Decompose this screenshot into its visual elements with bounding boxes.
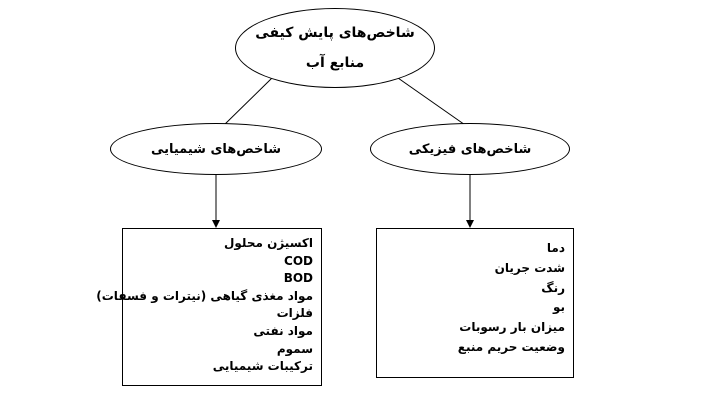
list-item: اکسیژن محلول <box>224 236 313 250</box>
root-node <box>235 8 435 88</box>
list-item: میزان بار رسوبات <box>459 320 565 335</box>
chemical-indicators-list <box>96 235 313 376</box>
list-item: رنگ <box>541 280 565 295</box>
list-item: فلزات <box>276 306 313 321</box>
root-title-line2: منابع آب <box>305 55 365 71</box>
physical-indicators-list <box>381 239 565 358</box>
list-item: ترکیبات شیمیایی <box>212 359 313 374</box>
physical-indicators-node <box>370 123 570 175</box>
list-item: وضعیت حریم منبع <box>457 339 565 354</box>
chemical-indicators-list-box <box>96 228 322 386</box>
list-item: BOD <box>283 271 313 286</box>
chemical-indicators-label: شاخص‌های شیمیایی <box>150 141 282 157</box>
list-item: سموم <box>276 341 313 356</box>
chemical-indicators-node <box>110 123 322 175</box>
physical-indicators-label: شاخص‌های فیزیکی <box>408 141 532 157</box>
root-title-line1: شاخص‌های پایش کیفی <box>255 25 415 41</box>
physical-indicators-list-box <box>376 228 574 378</box>
connector-root-physical <box>398 78 468 127</box>
list-item: مواد مغذی گیاهی (نیترات و فسفات) <box>96 288 313 303</box>
list-item: مواد نفتی <box>253 323 313 338</box>
list-item: دما <box>546 241 565 255</box>
list-item: شدت جریان <box>494 260 565 275</box>
connector-root-chemical <box>222 78 272 127</box>
list-item: بو <box>552 300 565 315</box>
list-item: COD <box>284 253 313 268</box>
